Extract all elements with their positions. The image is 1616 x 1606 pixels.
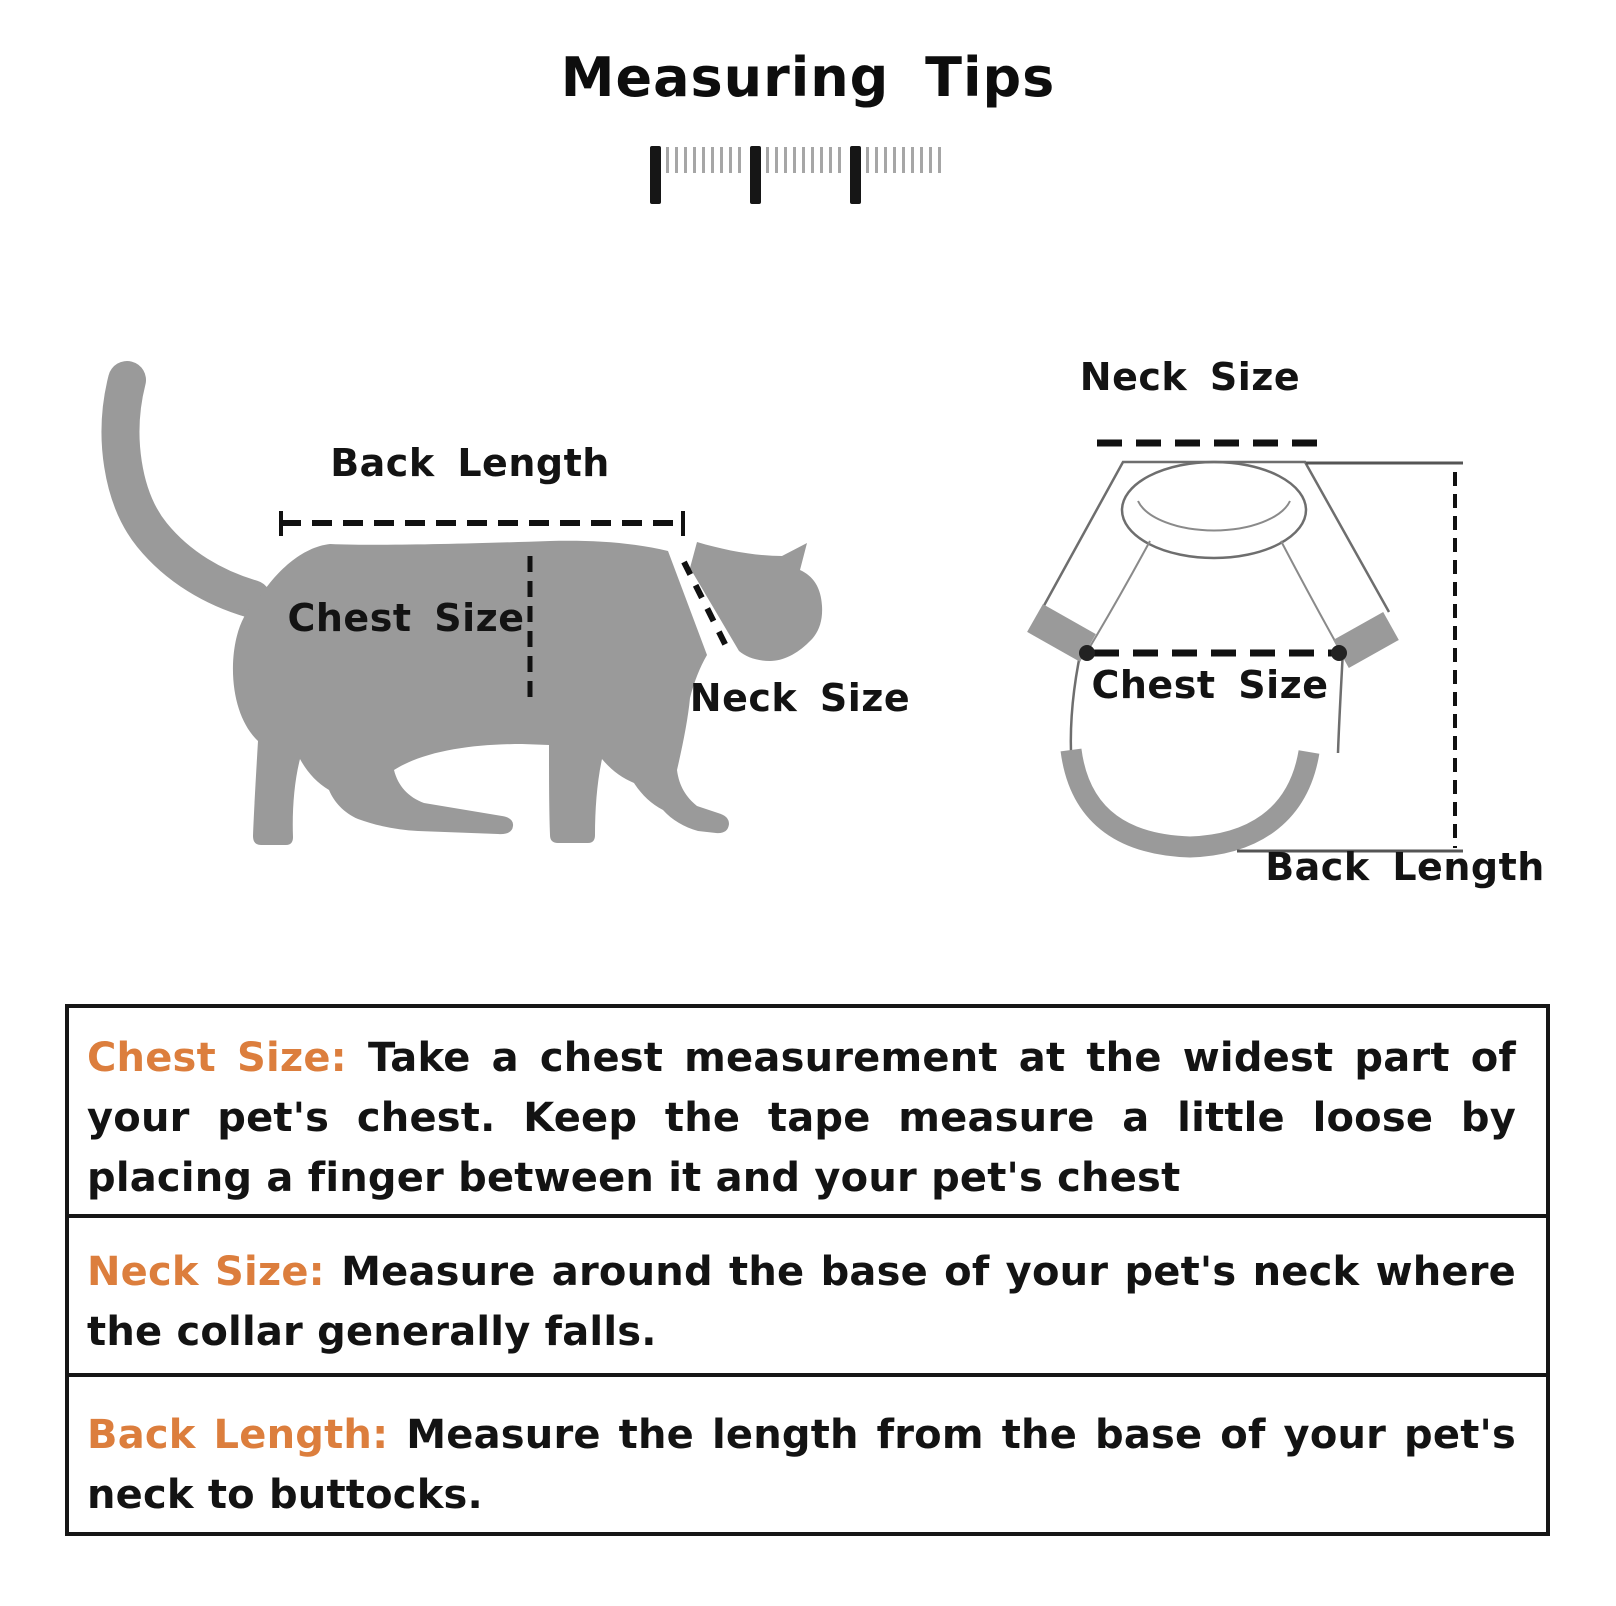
tip-row-chest-size — [69, 1008, 1546, 1218]
shirt-measurement-lines — [1079, 443, 1463, 851]
tip-term: Chest Size: — [87, 1035, 347, 1081]
page-title: Measuring Tips — [560, 46, 1056, 109]
tip-row-back-length — [69, 1377, 1546, 1532]
shirt-neck-size-label: Neck Size — [1079, 355, 1301, 399]
tip-description: Take a chest measurement at the widest part of your pet's chest. Keep the tape measure a little loose by placing a finger between it and your pet's chest — [87, 1035, 1516, 1201]
cat-neck-size-label: Neck Size — [689, 676, 911, 720]
tip-row-neck-size — [69, 1218, 1546, 1377]
cat-back-length-label: Back Length — [330, 441, 610, 485]
tip-term: Back Length: — [87, 1412, 389, 1458]
shirt-chest-size-label: Chest Size — [1091, 663, 1329, 707]
tip-term: Neck Size: — [87, 1249, 325, 1295]
shirt-back-length-label: Back Length — [1265, 845, 1545, 889]
cat-chest-size-label: Chest Size — [287, 596, 525, 640]
measuring-tips-table — [65, 1004, 1550, 1536]
tip-description: Measure the length from the base of your pet's neck to buttocks. — [87, 1412, 1516, 1518]
tip-description: Measure around the base of your pet's neck where the collar generally falls. — [87, 1249, 1516, 1355]
